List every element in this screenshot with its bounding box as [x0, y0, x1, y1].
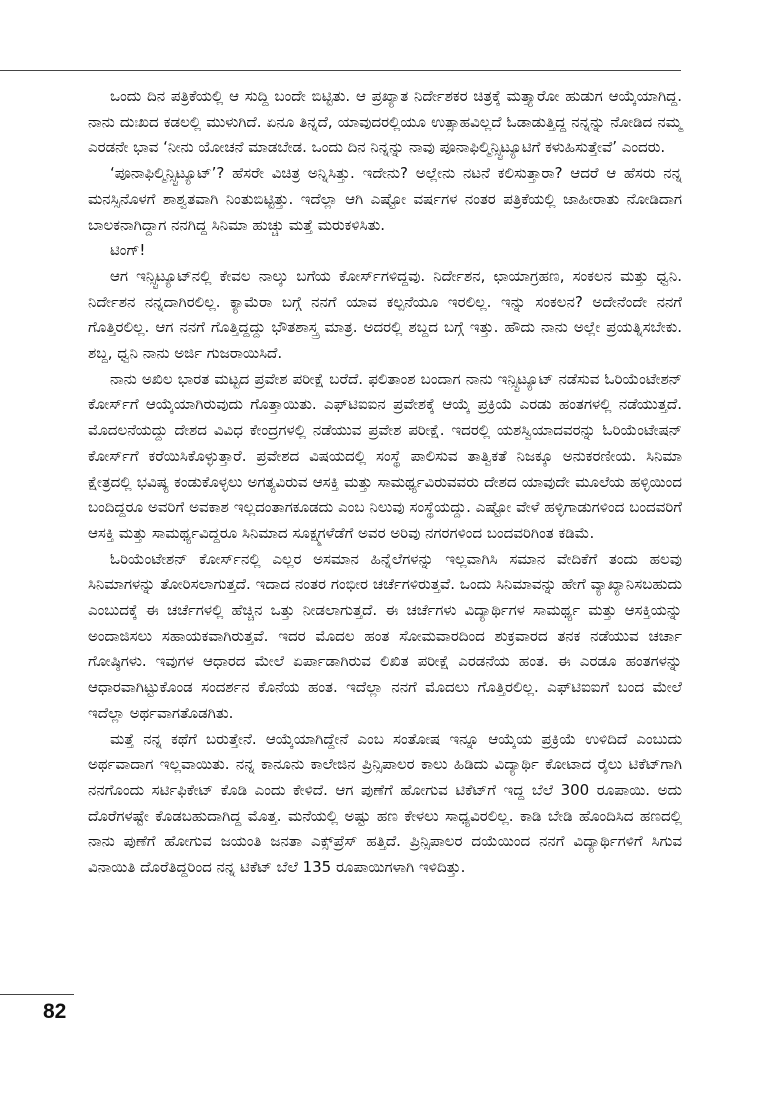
paragraph: ಆಗ ಇನ್ಸ್ಟಿಟ್ಯೂಟ್‌ನಲ್ಲಿ ಕೇವಲ ನಾಲ್ಕು ಬಗೆಯ ಕೋರ್ಸ್‌ಗಳಿದ್ದವು. ನಿರ್ದೇಶನ, ಛಾಯಾಗ್ರಹಣ, ಸಂಕಲನ ಮತ್ತು ಧ್ವನಿ. ನಿರ್ದೇಶನ ನನ್ನದಾಗಿರಲಿಲ್ಲ. ಕ್ಯಾಮೆರಾ ಬಗ್ಗೆ ನನಗೆ ಯಾವ ಕಲ್ಪನೆಯೂ ಇರಲಿಲ್ಲ. ಇನ್ನು ಸಂಕಲನ? ಅದೇನೆಂದೇ ನನಗೆ ಗೊತ್ತಿರಲಿಲ್ಲ. ಆಗ ನನಗೆ ಗೊತ್ತಿದ್ದದ್ದು ಭೌತಶಾಸ್ತ್ರ ಮಾತ್ರ. ಅದರಲ್ಲಿ ಶಬ್ದದ ಬಗ್ಗೆ ಇತ್ತು. ಹೌದು ನಾನು ಅಲ್ಲೇ ಪ್ರಯತ್ನಿಸಬೇಕು. ಶಬ್ದ, ಧ್ವನಿ ನಾನು ಅರ್ಜಿ ಗುಜರಾಯಿಸಿದೆ. [88, 266, 682, 363]
footer-rule [0, 994, 74, 995]
paragraph: ಟಿಂಗ್! [110, 241, 146, 260]
paragraph: ‘ಪೂನಾಫಿಲ್ಮಿನ್ಸ್ಟಿಟ್ಯೂಟ್’? ಹೆಸರೇ ವಿಚಿತ್ರ ಅನ್ನಿಸಿತ್ತು. ಇದೇನು? ಅಲ್ಲೇನು ನಟನೆ ಕಲಿಸುತ್ತಾರಾ? ಆದರೆ ಆ ಹೆಸರು ನನ್ನ ಮನಸ್ಸಿನೊಳಗೆ ಶಾಶ್ವತವಾಗಿ ನಿಂತುಬಿಟ್ಟಿತ್ತು. ಇದೆಲ್ಲಾ ಆಗಿ ಎಷ್ಟೋ ವರ್ಷಗಳ ನಂತರ ಪತ್ರಿಕೆಯಲ್ಲಿ ಜಾಹೀರಾತು ನೋಡಿದಾಗ ಬಾಲಕನಾಗಿದ್ದಾಗ ನನಗಿದ್ದ ಸಿನಿಮಾ ಹುಚ್ಚು ಮತ್ತೆ ಮರುಕಳಿಸಿತು. [88, 164, 682, 234]
page-number: 82 [43, 1000, 67, 1023]
body-text [88, 84, 682, 881]
paragraph: ಓರಿಯೆಂಟೇಶನ್ ಕೋರ್ಸ್‌ನಲ್ಲಿ ಎಲ್ಲರ ಅಸಮಾನ ಹಿನ್ನೆಲೆಗಳನ್ನು ಇಲ್ಲವಾಗಿಸಿ ಸಮಾನ ವೇದಿಕೆಗೆ ತಂದು ಹಲವು ಸಿನಿಮಾಗಳನ್ನು ತೋರಿಸಲಾಗುತ್ತದೆ. ಇದಾದ ನಂತರ ಗಂಭೀರ ಚರ್ಚೆಗಳಿರುತ್ತವೆ. ಒಂದು ಸಿನಿಮಾವನ್ನು ಹೇಗೆ ವ್ಯಾಖ್ಯಾನಿಸಬಹುದು ಎಂಬುದಕ್ಕೆ ಈ ಚರ್ಚೆಗಳಲ್ಲಿ ಹೆಚ್ಚಿನ ಒತ್ತು ನೀಡಲಾಗುತ್ತದೆ. ಈ ಚರ್ಚೆಗಳು ವಿದ್ಯಾರ್ಥಿಗಳ ಸಾಮರ್ಥ್ಯ ಮತ್ತು ಆಸಕ್ತಿಯನ್ನು ಅಂದಾಜಿಸಲು ಸಹಾಯಕವಾಗಿರುತ್ತವೆ. ಇದರ ಮೊದಲ ಹಂತ ಸೋಮವಾರದಿಂದ ಶುಕ್ರವಾರದ ತನಕ ನಡೆಯುವ ಚರ್ಚಾ ಗೋಷ್ಠಿಗಳು. ಇವುಗಳ ಆಧಾರದ ಮೇಲೆ ಏರ್ಪಾಡಾಗಿರುವ ಲಿಖಿತ ಪರೀಕ್ಷೆ ಎರಡನೆಯ ಹಂತ. ಈ ಎರಡೂ ಹಂತಗಳನ್ನು ಆಧಾರವಾಗಿಟ್ಟುಕೊಂಡ ಸಂದರ್ಶನ ಕೊನೆಯ ಹಂತ. ಇದೆಲ್ಲಾ ನನಗೆ ಮೊದಲು ಗೊತ್ತಿರಲಿಲ್ಲ. ಎಫ್‌ಟಿಐಐಗೆ ಬಂದ ಮೇಲೆ ಇದೆಲ್ಲಾ ಅರ್ಥವಾಗತೊಡಗಿತು. [88, 549, 682, 722]
paragraph: ನಾನು ಅಖಿಲ ಭಾರತ ಮಟ್ಟದ ಪ್ರವೇಶ ಪರೀಕ್ಷೆ ಬರೆದೆ. ಫಲಿತಾಂಶ ಬಂದಾಗ ನಾನು ಇನ್ಸ್ಟಿಟ್ಯೂಟ್ ನಡೆಸುವ ಓರಿಯೆಂಟೇಶನ್ ಕೋರ್ಸ್‌ಗೆ ಆಯ್ಕೆಯಾಗಿರುವುದು ಗೊತ್ತಾಯಿತು. ಎಫ್‌ಟಿಐಐನ ಪ್ರವೇಶಕ್ಕೆ ಆಯ್ಕೆ ಪ್ರಕ್ರಿಯೆ ಎರಡು ಹಂತಗಳಲ್ಲಿ ನಡೆಯುತ್ತದೆ. ಮೊದಲನೆಯದ್ದು ದೇಶದ ವಿವಿಧ ಕೇಂದ್ರಗಳಲ್ಲಿ ನಡೆಯುವ ಪ್ರವೇಶ ಪರೀಕ್ಷೆ. ಇದರಲ್ಲಿ ಯಶಸ್ವಿಯಾದವರನ್ನು ಓರಿಯೆಂಟೇಷನ್ ಕೋರ್ಸ್‌ಗೆ ಕರೆಯಿಸಿಕೊಳ್ಳುತ್ತಾರೆ. ಪ್ರವೇಶದ ವಿಷಯದಲ್ಲಿ ಸಂಸ್ಥೆ ಪಾಲಿಸುವ ತಾತ್ವಿಕತೆ ನಿಜಕ್ಕೂ ಅನುಕರಣೀಯ. ಸಿನಿಮಾ ಕ್ಷೇತ್ರದಲ್ಲಿ ಭವಿಷ್ಯ ಕಂಡುಕೊಳ್ಳಲು ಅಗತ್ಯವಿರುವ ಆಸಕ್ತಿ ಮತ್ತು ಸಾಮರ್ಥ್ಯವಿರುವವರು ದೇಶದ ಯಾವುದೇ ಮೂಲೆಯ ಹಳ್ಳಿಯಿಂದ ಬಂದಿದ್ದರೂ ಅವರಿಗೆ ಅವಕಾಶ ಇಲ್ಲದಂತಾಗಕೂಡದು ಎಂಬ ನಿಲುವು ಸಂಸ್ಥೆಯದ್ದು. ಎಷ್ಟೋ ವೇಳೆ ಹಳ್ಳಿಗಾಡುಗಳಿಂದ ಬಂದವರಿಗೆ ಆಸಕ್ತಿ ಮತ್ತು ಸಾಮರ್ಥ್ಯವಿದ್ದರೂ ಸಿನಿಮಾದ ಸೂಕ್ಷ್ಮಗಳೆಡೆಗೆ ಅವರ ಅರಿವು ನಗರಗಳಿಂದ ಬಂದವರಿಗಿಂತ ಕಡಿಮೆ. [88, 369, 682, 542]
paragraph: ಒಂದು ದಿನ ಪತ್ರಿಕೆಯಲ್ಲಿ ಆ ಸುದ್ದಿ ಬಂದೇ ಬಿಟ್ಟಿತು. ಆ ಪ್ರಖ್ಯಾತ ನಿರ್ದೇಶಕರ ಚಿತ್ರಕ್ಕೆ ಮತ್ತ್ಯಾರೋ ಹುಡುಗ ಆಯ್ಕೆಯಾಗಿದ್ದ. ನಾನು ದುಃಖದ ಕಡಲಲ್ಲಿ ಮುಳುಗಿದೆ. ಏನೂ ತಿನ್ನದೆ, ಯಾವುದರಲ್ಲಿಯೂ ಉತ್ಸಾಹವಿಲ್ಲದೆ ಓಡಾಡುತ್ತಿದ್ದ ನನ್ನನ್ನು ನೋಡಿದ ನಮ್ಮ ಎರಡನೇ ಭಾವ ‘ನೀನು ಯೋಚನೆ ಮಾಡಬೇಡ. ಒಂದು ದಿನ ನಿನ್ನನ್ನು ನಾವು ಪೂನಾಫಿಲ್ಮಿನ್ಸ್ಟಿಟ್ಯೂಟಿಗೆ ಕಳುಹಿಸುತ್ತೇವೆ’ ಎಂದರು. [88, 87, 682, 157]
header-rule [0, 70, 681, 71]
paragraph: ಮತ್ತೆ ನನ್ನ ಕಥೆಗೆ ಬರುತ್ತೇನೆ. ಆಯ್ಕೆಯಾಗಿದ್ದೇನೆ ಎಂಬ ಸಂತೋಷ ಇನ್ನೂ ಆಯ್ಕೆಯ ಪ್ರಕ್ರಿಯೆ ಉಳಿದಿದೆ ಎಂಬುದು ಅರ್ಥವಾದಾಗ ಇಲ್ಲವಾಯಿತು. ನನ್ನ ಕಾನೂನು ಕಾಲೇಜಿನ ಪ್ರಿನ್ಸಿಪಾಲರ ಕಾಲು ಹಿಡಿದು ವಿದ್ಯಾರ್ಥಿ ಕೋಟಾದ ರೈಲು ಟಿಕೆಟ್‌ಗಾಗಿ ನನಗೊಂದು ಸರ್ಟಿಫಿಕೇಟ್ ಕೊಡಿ ಎಂದು ಕೇಳಿದೆ. ಆಗ ಪುಣೆಗೆ ಹೋಗುವ ಟಿಕೆಟ್‌ಗೆ ಇದ್ದ ಬೆಲೆ 300 ರೂಪಾಯಿ. ಅದು ದೊರೆಗಳಷ್ಟೇ ಕೊಡಬಹುದಾಗಿದ್ದ ಮೊತ್ತ. ಮನೆಯಲ್ಲಿ ಅಷ್ಟು ಹಣ ಕೇಳಲು ಸಾಧ್ಯವಿರಲಿಲ್ಲ. ಕಾಡಿ ಬೇಡಿ ಹೊಂದಿಸಿದ ಹಣದಲ್ಲಿ ನಾನು ಪುಣೆಗೆ ಹೋಗುವ ಜಯಂತಿ ಜನತಾ ಎಕ್ಸ್‌ಪ್ರೆಸ್ ಹತ್ತಿದೆ. ಪ್ರಿನ್ಸಿಪಾಲರ ದಯೆಯಿಂದ ನನಗೆ ವಿದ್ಯಾರ್ಥಿಗಳಿಗೆ ಸಿಗುವ ವಿನಾಯಿತಿ ದೊರೆತಿದ್ದರಿಂದ ನನ್ನ ಟಿಕೆಟ್ ಬೆಲೆ 135 ರೂಪಾಯಿಗಳಾಗಿ ಇಳಿದಿತ್ತು. [88, 729, 682, 877]
